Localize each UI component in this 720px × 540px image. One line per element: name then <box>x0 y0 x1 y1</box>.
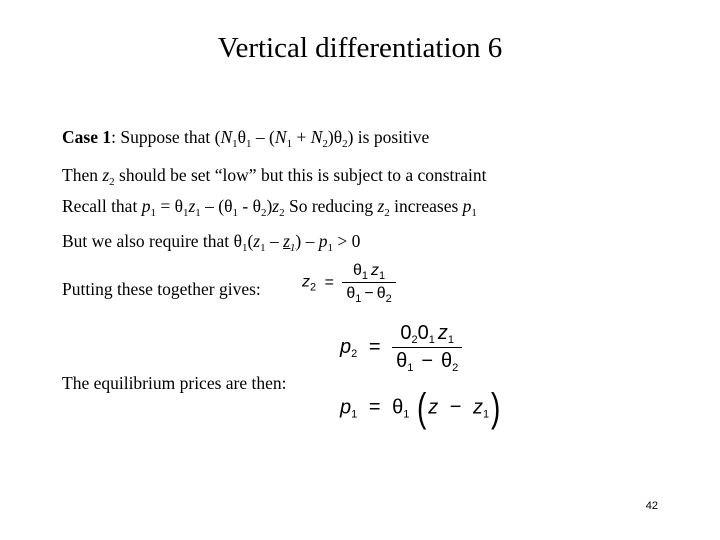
constraint-line: Then $z_2$ should be set “low” but this is subject to a constraint <box>62 165 487 188</box>
right-paren: ) <box>491 386 501 430</box>
case-line: Case 1: Suppose that $(N_1\theta_1 - (N_1 + N_2)\theta_2)$ is positive <box>62 127 430 150</box>
equation-z2: $z_2$ = $\frac{\theta_1 z_1}{\theta_1 - \theta_2}$ <box>302 262 396 303</box>
left-paren: ( <box>416 386 427 430</box>
equation-p2: $p_2$ = $\frac{0_20_1 z_1}{\theta_1 - \theta_2}$ <box>340 322 462 373</box>
slide-title: Vertical differentiation 6 <box>217 32 503 64</box>
underlined-z1: $z_1$ <box>283 231 296 254</box>
equation-z2-fraction: $\frac{\theta_1 z_1}{\theta_1 - \theta_2}$ <box>342 262 395 303</box>
recall-line: Recall that $p_1 = \theta_1z_1 - (\theta_1 - \theta_2)z_2$ So reducing $z_2$ increases $p_1$ <box>62 196 477 219</box>
equation-p2-fraction: $\frac{0_20_1 z_1}{\theta_1 - \theta_2}$ <box>392 322 462 373</box>
together-label: Putting these together gives: <box>62 279 261 299</box>
equilibrium-label: The equilibrium prices are then: <box>62 373 287 393</box>
equation-p1: $p_1 = \theta_1$ $(z - z_1)$ <box>340 386 501 430</box>
page-number: 42 <box>645 500 658 512</box>
requirement-line: But we also require that $\theta_1(z_1 - z_1) - p_1 > 0$ <box>62 231 361 254</box>
case-label: Case 1 <box>62 127 112 147</box>
